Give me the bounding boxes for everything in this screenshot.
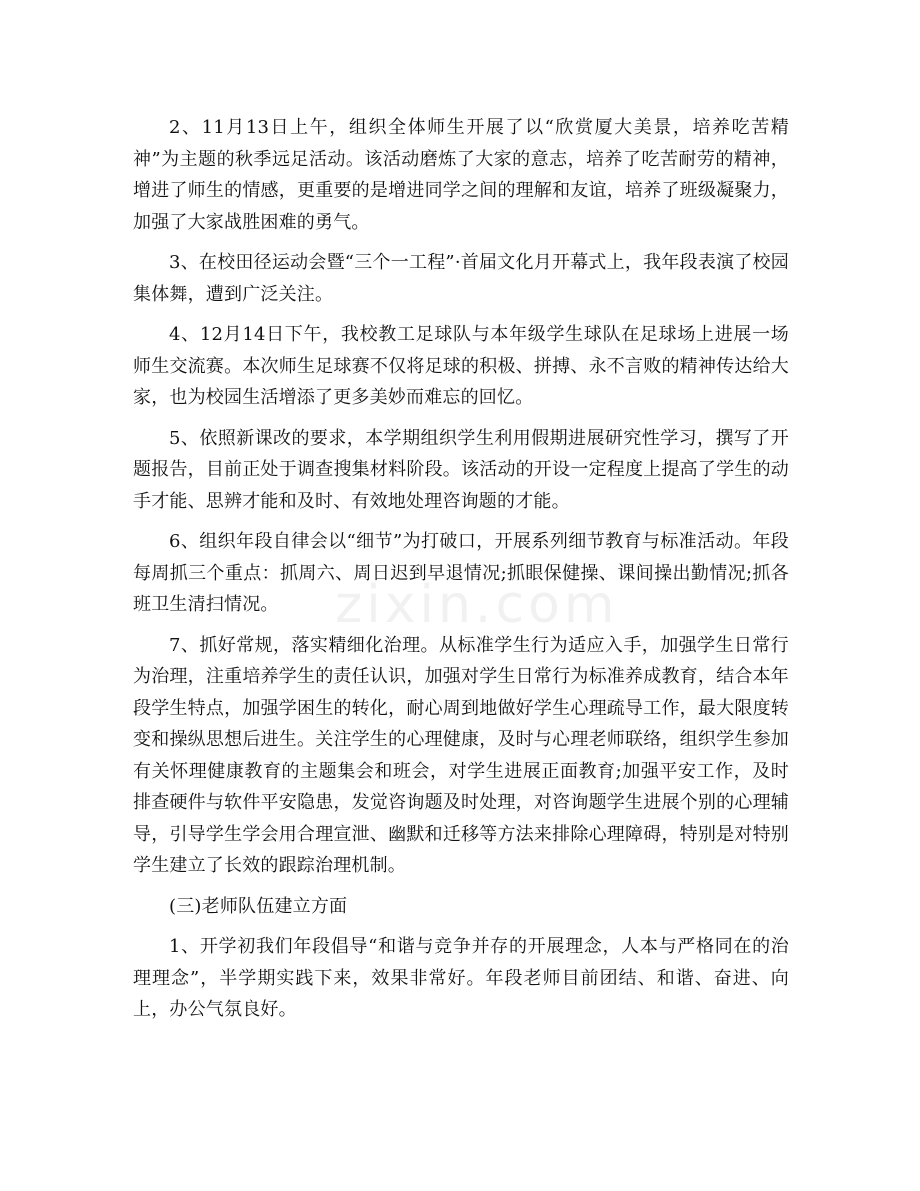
section-heading: (三)老师队伍建立方面 [169, 895, 348, 917]
watermark: zixin.com [335, 575, 619, 635]
paragraph-item-2: 2、11月13日上午，组织全体师生开展了以“欣赏厦大美景，培养吃苦精神”为主题的秋季远足活动。该活动磨炼了大家的意志，培养了吃苦耐劳的精神，增进了师生的情感，更重要的是增进同学之间的理解和友谊，培养了班级凝聚力，加强了大家战胜困难的勇气。 [133, 117, 789, 233]
paragraph-item-4: 4、12月14日下午，我校教工足球队与本年级学生球队在足球场上进展一场师生交流赛。本次师生足球赛不仅将足球的积极、拼搏、永不言败的精神传达给大家，也为校园生活增添了更多美妙而难忘的回忆。 [133, 324, 789, 408]
paragraph-item-6: 6、组织年段自律会以“细节”为打破口，开展系列细节教育与标准活动。年段每周抓三个重点：抓周六、周日迟到早退情况;抓眼保健操、课间操出勤情况;抓各班卫生清扫情况。 [133, 531, 789, 615]
paragraph-item-7: 7、抓好常规，落实精细化治理。从标准学生行为适应入手，加强学生日常行为治理，注重培养学生的责任认识，加强对学生日常行为标准养成教育，结合本年段学生特点，加强学困生的转化，耐心周到地做好学生心理疏导工作，最大限度转变和操纵思想后进生。关注学生的心理健康，及时与心理老师联络，组织学生参加有关怀理健康教育的主题集会和班会，对学生进展正面教育;加强平安工作，及时排查硬件与软件平安隐患，发觉咨询题及时处理，对咨询题学生进展个别的心理辅导，引导学生学会用合理宣泄、幽默和迁移等方法来排除心理障碍，特别是对特别学生建立了长效的跟踪治理机制。 [133, 634, 789, 876]
paragraph-item-3: 3、在校田径运动会暨“三个一工程”·首届文化月开幕式上，我年段表演了校园集体舞，遭到广泛关注。 [133, 252, 789, 305]
document-body [133, 112, 789, 1035]
paragraph-teacher-1: 1、开学初我们年段倡导“和谐与竞争并存的开展理念，人本与严格同在的治理理念”，半学期实践下来，效果非常好。年段老师目前团结、和谐、奋进、向上，办公气氛良好。 [133, 936, 789, 1020]
paragraph-item-5: 5、依照新课改的要求，本学期组织学生利用假期进展研究性学习，撰写了开题报告，目前正处于调查搜集材料阶段。该活动的开设一定程度上提高了学生的动手才能、思辨才能和及时、有效地处理咨询题的才能。 [133, 427, 789, 512]
